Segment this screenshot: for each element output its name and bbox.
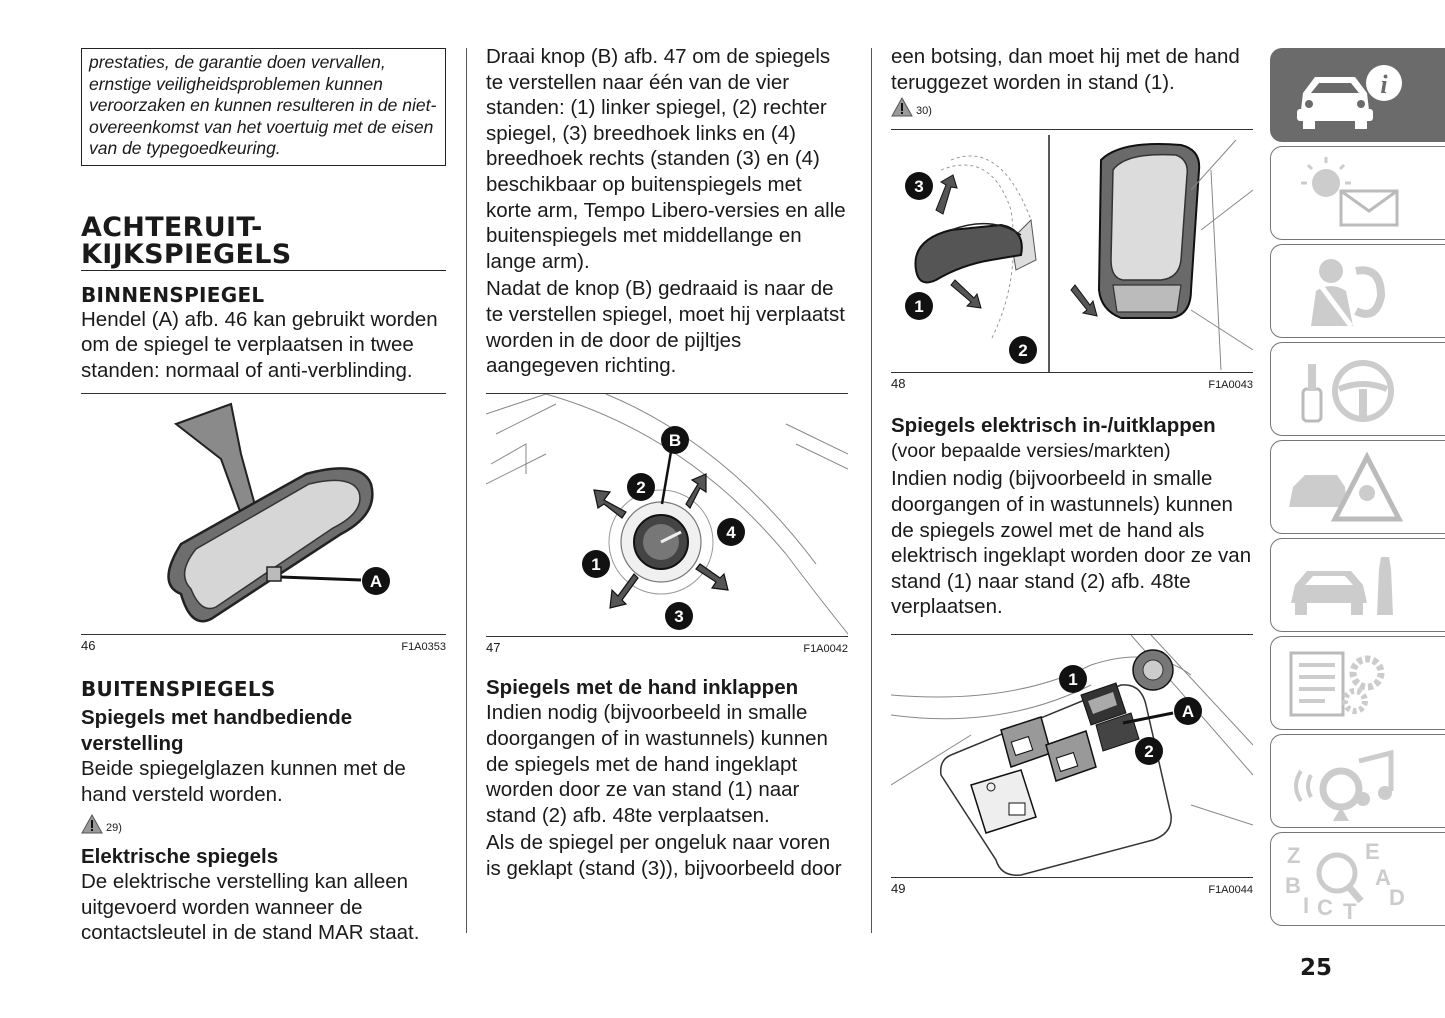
callout-2: 2 <box>1018 341 1028 361</box>
callout-2: 2 <box>1144 741 1154 761</box>
tab-safety[interactable] <box>1270 244 1445 338</box>
rearview-mirror-illustration <box>81 394 443 634</box>
figure-number: 47 <box>486 639 501 655</box>
figure-46 <box>81 393 446 635</box>
callout-1: 1 <box>914 297 924 317</box>
figure-47 <box>486 393 848 637</box>
warning-box: prestaties, de garantie doen vervallen, ernstige veiligheidsproblemen kunnen veroorzaken en kunnen resulteren in de niet-overeenkomst van het voertuig met de eisen van de typegoedkeuring. <box>81 48 446 166</box>
column-divider <box>466 48 467 933</box>
index-letter: I <box>1303 893 1310 918</box>
key-steering-wheel-icon <box>1281 349 1411 429</box>
tab-technical-data[interactable] <box>1270 636 1445 730</box>
handbediend-text: Beide spiegelglazen kunnen met de hand versteld worden. <box>81 757 406 807</box>
warning-triangle-icon <box>891 97 913 117</box>
elektrisch-inklappen-sub: (voor bepaalde versies/markten) <box>891 439 1171 462</box>
callout-a: A <box>369 572 383 592</box>
warning-note <box>81 812 446 834</box>
knop-text: Draai knop (B) afb. 47 om de spiegels te verstellen naar één van de vier standen: (1) linker spiegel, (2) rechter spiegel, (3) breedhoek links en (4) breedhoek rechts (standen (3) en (4) beschikbaar op buitenspiegels met korte arm, Tempo Libero-versies en alle buitenspiegels met middellange en lange arm). <box>486 45 846 273</box>
tab-warning-lights[interactable] <box>1270 146 1445 240</box>
mirror-control-knob-illustration <box>486 394 848 636</box>
car-info-icon <box>1281 55 1411 135</box>
column-1 <box>81 44 446 946</box>
emergency-triangle-icon <box>1281 447 1411 527</box>
multimedia-icon <box>1281 741 1411 821</box>
callout-2: 2 <box>636 477 646 497</box>
tab-emergency[interactable] <box>1270 440 1445 534</box>
inklappen-heading: Spiegels met de hand inklappen <box>486 675 799 699</box>
door-switch-panel-illustration <box>891 635 1253 877</box>
binnenspiegel-heading: BINNENSPIEGEL <box>81 282 265 307</box>
callout-a: A <box>1181 701 1195 721</box>
figure-49-caption <box>891 881 1253 896</box>
svg-text:i: i <box>1380 70 1388 99</box>
inklappen-text: Indien nodig (bijvoorbeeld in smalle doorgangen of in wastunnels) kunnen de spiegels met de hand ingeklapt worden door ze van stand (1) naar stand (2) afb. 48te verplaatsen. <box>486 701 828 827</box>
figure-49 <box>891 634 1253 878</box>
note-ref: 29) <box>106 821 122 834</box>
figure-48-caption <box>891 376 1253 391</box>
botsing-text: een botsing, dan moet hij met de hand teruggezet worden in stand (1). <box>891 45 1240 94</box>
callout-3: 3 <box>914 177 924 197</box>
binnenspiegel-text: Hendel (A) afb. 46 kan gebruikt worden om de spiegel te verplaatsen in twee standen: normaal of anti-verblinding. <box>81 307 438 382</box>
figure-number: 49 <box>891 880 906 896</box>
technical-data-icon <box>1281 643 1411 723</box>
elektrisch-text: De elektrische verstelling kan alleen uitgevoerd worden wanneer de contactsleutel in de stand MAR staat. <box>81 870 420 945</box>
handbediend-heading: Spiegels met handbediende verstelling <box>81 706 353 755</box>
elektrisch-heading: Elektrische spiegels <box>81 844 279 868</box>
warning-triangle-icon <box>81 814 103 834</box>
section-title-line-1: ACHTERUIT- <box>81 211 263 243</box>
column-3 <box>891 44 1253 896</box>
alphabetical-index-icon <box>1281 839 1411 919</box>
section-title-line-2: KIJKSPIEGELS <box>81 238 292 270</box>
index-letter: Z <box>1287 843 1301 868</box>
page-number: 25 <box>1300 955 1333 981</box>
callout-b: B <box>668 430 682 450</box>
column-divider <box>871 48 872 933</box>
figure-code: F1A0043 <box>1208 379 1253 392</box>
index-letter: A <box>1375 865 1391 890</box>
figure-code: F1A0353 <box>401 641 446 654</box>
column-2 <box>486 44 848 881</box>
tab-multimedia[interactable] <box>1270 734 1445 828</box>
index-letter: D <box>1389 885 1405 910</box>
tab-starting-driving[interactable] <box>1270 342 1445 436</box>
note-ref: 30) <box>916 105 932 118</box>
figure-number: 48 <box>891 376 906 392</box>
car-maintenance-icon <box>1281 545 1411 625</box>
elektrisch-inklappen-heading: Spiegels elektrisch in-/uitklappen <box>891 414 1216 438</box>
figure-48 <box>891 129 1253 373</box>
inklappen-text-2: Als de spiegel per ongeluk naar voren is geklapt (stand (3)), bijvoorbeeld door <box>486 831 842 880</box>
index-letter: C <box>1317 895 1333 919</box>
callout-4: 4 <box>726 522 736 542</box>
callout-1: 1 <box>1068 669 1078 689</box>
callout-1: 1 <box>591 554 601 574</box>
elektrisch-inklappen-text: Indien nodig (bijvoorbeeld in smalle doorgangen of in wastunnels) kunnen de spiegels zowel met de hand als elektrisch ingeklapt worden door ze van stand (1) naar stand (2) afb. 48te verplaatsen. <box>891 467 1252 619</box>
index-letter: T <box>1343 899 1357 919</box>
exterior-mirror-fold-illustration <box>891 130 1253 372</box>
index-letter: B <box>1285 873 1301 898</box>
figure-number: 46 <box>81 638 96 654</box>
figure-47-caption <box>486 640 848 655</box>
knop-text-2: Nadat de knop (B) gedraaid is naar de te verstellen spiegel, moet hij verplaatst worden in de door de pijltjes aangegeven richting. <box>486 277 845 378</box>
section-title <box>81 211 446 271</box>
callout-3: 3 <box>674 606 684 626</box>
tab-maintenance[interactable] <box>1270 538 1445 632</box>
tab-car-info[interactable] <box>1270 48 1445 142</box>
figure-46-caption <box>81 638 446 653</box>
index-letter: E <box>1365 839 1380 864</box>
buitenspiegels-heading: BUITENSPIEGELS <box>81 677 276 702</box>
safety-airbag-icon <box>1281 251 1411 331</box>
figure-code: F1A0042 <box>803 642 848 655</box>
figure-code: F1A0044 <box>1208 883 1253 896</box>
warning-lights-messages-icon <box>1281 153 1411 233</box>
warning-note <box>891 95 1253 117</box>
tab-index[interactable] <box>1270 832 1445 926</box>
